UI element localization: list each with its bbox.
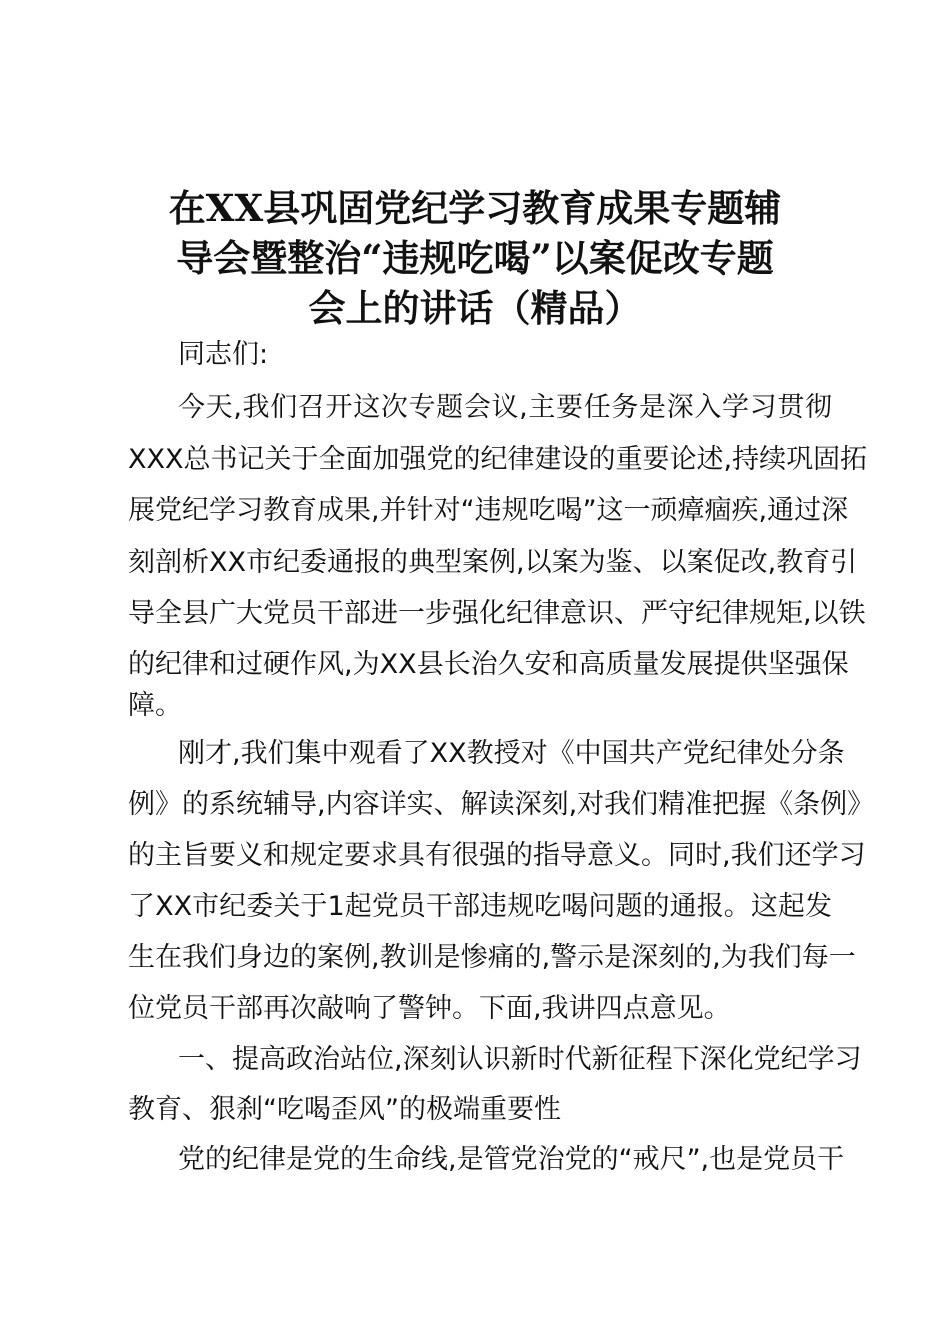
title-line-2: 导会暨整治“违规吃喝”以案促改专题 <box>176 236 774 280</box>
salutation: 同志们: <box>178 339 269 370</box>
section-heading-line: 教育、狠刹“吃喝歪风”的极端重要性 <box>128 1094 561 1125</box>
paragraph-2-line: 刚才,我们集中观看了XX教授对《中国共产党纪律处分条 <box>178 738 845 769</box>
paragraph-1-line: 导全县广大党员干部进一步强化纪律意识、严守纪律规矩,以铁 <box>128 598 866 629</box>
paragraph-1-line: XXX总书记关于全面加强党的纪律建设的重要论述,持续巩固拓 <box>128 444 868 475</box>
paragraph-1-line: 的纪律和过硬作风,为XX县长治久安和高质量发展提供坚强保 <box>128 649 849 680</box>
paragraph-1-line: 今天,我们召开这次专题会议,主要任务是深入学习贯彻 <box>178 392 832 423</box>
paragraph-2-line: 位党员干部再次敲响了警钟。下面,我讲四点意见。 <box>128 993 731 1024</box>
section-heading-line: 一、提高政治站位,深刻认识新时代新征程下深化党纪学习 <box>178 1044 862 1075</box>
paragraph-3-line: 党的纪律是党的生命线,是管党治党的“戒尺”,也是党员干 <box>178 1144 845 1175</box>
title-line-1: 在XX县巩固党纪学习教育成果专题辅 <box>168 186 782 230</box>
paragraph-1-line: 展党纪学习教育成果,并针对“违规吃喝”这一顽瘴痼疾,通过深 <box>128 495 849 526</box>
paragraph-2-line: 生在我们身边的案例,教训是惨痛的,警示是深刻的,为我们每一 <box>128 942 856 973</box>
paragraph-2-line: 了XX市纪委关于1起党员干部违规吃喝问题的通报。这起发 <box>128 891 832 922</box>
paragraph-1-line: 障。 <box>128 690 182 721</box>
paragraph-1-line: 刻剖析XX市纪委通报的典型案例,以案为鉴、以案促改,教育引 <box>128 547 858 578</box>
title-line-3: 会上的讲话（精品） <box>308 286 642 330</box>
paragraph-2-line: 的主旨要义和规定要求具有很强的指导意义。同时,我们还学习 <box>128 840 866 871</box>
paragraph-2-line: 例》的系统辅导,内容详实、解读深刻,对我们精准把握《条例》 <box>128 789 875 820</box>
